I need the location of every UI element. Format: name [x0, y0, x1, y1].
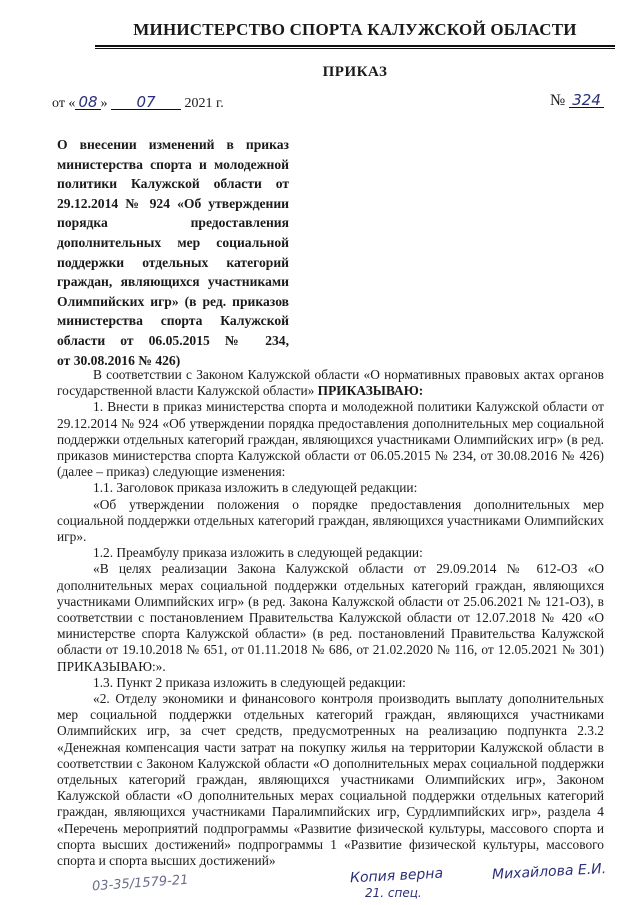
heading-line	[57, 213, 289, 233]
preamble-text: В соответствии с Законом Калужской области «О нормативных правовых актах органов государственной власти Калужской области»	[57, 367, 604, 399]
heading-line: поддержки отдельных категорий	[57, 254, 289, 270]
heading-word: №	[224, 332, 251, 348]
header-rule	[95, 45, 615, 47]
paragraph: 1.1. Заголовок приказа изложить в следующей редакции:	[93, 480, 418, 496]
date-prefix: от «	[52, 96, 76, 111]
paragraph: «Об утверждении положения о порядке предоставления дополнительных мер социальной поддержки отдельных категорий граждан, являющихся участниками Олимпийских игр».	[57, 496, 604, 545]
date-sep: »	[100, 96, 108, 111]
date-day: 08	[75, 95, 100, 110]
paragraph: 1. Внести в приказ министерства спорта и молодежной политики Калужской области от 29.12.2014 № 924 «Об утверждении порядка предоставления дополнительных мер социальной поддержки отдельных категорий граждан, являющихся участниками Олимпийских игр» (в ред. приказов министерства спорта Калужской области от 06.05.2015 № 234, от 30.08.2016 № 426) (далее – приказ) следующие изменения:	[57, 399, 604, 480]
order-body	[57, 367, 604, 869]
ministry-name: МИНИСТЕРСТВО СПОРТА КАЛУЖСКОЙ ОБЛАСТИ	[133, 20, 577, 39]
paragraph-preamble	[57, 367, 604, 399]
order-date	[52, 95, 224, 112]
order-number	[550, 92, 604, 110]
copy-certification-note: Копия верна	[349, 865, 444, 887]
header-rule-thin	[95, 48, 615, 49]
handwritten-signature: Михайлова Е.И.	[491, 861, 607, 883]
heading-word: порядка	[57, 215, 108, 231]
heading-line: министерства спорта и молодежной	[57, 156, 289, 172]
heading-line: 29.12.2014 № 924 «Об утверждении	[57, 195, 289, 211]
paragraph: «В целях реализации Закона Калужской области от 29.09.2014 № 612-ОЗ «О дополнительных мерах социальной поддержки отдельных категорий граждан, являющихся участниками Олимпийских игр» (в ред. Закона Калужской области от 25.06.2021 № 121-ОЗ), в соответствии с постановлением Правительства Калужской области от 12.07.2018 № 420 «О министерстве спорта Калужской области» (в ред. постановлений Правительства Калужской области от 19.10.2018 № 651, от 01.11.2018 № 686, от 21.02.2020 № 116, от 12.05.2021 № 301) ПРИКАЗЫВАЮ:».	[57, 561, 604, 674]
heading-line: О внесении изменений в приказ	[57, 137, 289, 152]
paragraph: 1.3. Пункт 2 приказа изложить в следующей редакции:	[93, 674, 406, 690]
heading-line: от 30.08.2016 № 426)	[57, 352, 181, 368]
document-type: ПРИКАЗ	[322, 64, 388, 80]
copy-date-note: 21. спец.	[365, 886, 422, 900]
heading-word: 234,	[265, 332, 289, 348]
paragraph: «2. Отделу экономики и финансового контроля производить выплату дополнительных мер социальной поддержки отдельных категорий граждан, являющихся участниками Олимпийских игр, за счет средств, предусмотренных на реализацию подпункта 2.3.2 «Денежная компенсация части затрат на покупку жилья на территории Калужской области в соответствии с Законом Калужской области «О дополнительных мерах социальной поддержки отдельных категорий граждан, являющихся участниками Олимпийских игр», Законом Калужской области «О дополнительных мерах социальной поддержки отдельных категорий граждан, являющихся участниками Паралимпийских игр, Сурдлимпийских игр», раздела 4 «Перечень мероприятий подпрограммы «Развитие физической культуры, массового спорта и спорта высших достижений» подпрограммы 1 «Развитие физической культуры, массового спорта и спорта высших достижений»	[57, 691, 604, 869]
registration-number: 03-35/1579-21	[91, 872, 189, 895]
order-word: ПРИКАЗЫВАЮ:	[317, 383, 424, 399]
heading-line: политики Калужской области от	[57, 176, 289, 192]
heading-line: министерства спорта Калужской	[57, 313, 289, 329]
order-heading	[57, 135, 289, 370]
number-prefix: №	[550, 92, 566, 109]
heading-line: граждан, являющихся участниками	[57, 274, 289, 290]
number-value: 324	[569, 93, 604, 108]
paragraph: 1.2. Преамбулу приказа изложить в следующей редакции:	[93, 545, 423, 561]
heading-line: Олимпийских игр» (в ред. приказов	[57, 293, 289, 309]
date-month: 07	[111, 95, 181, 110]
heading-word: 06.05.2015	[148, 332, 210, 348]
heading-line	[57, 331, 289, 351]
heading-word: предоставления	[190, 215, 289, 231]
heading-word: области от	[57, 332, 134, 348]
heading-line: дополнительных мер социальной	[57, 234, 289, 250]
date-year: 2021 г.	[184, 96, 224, 111]
